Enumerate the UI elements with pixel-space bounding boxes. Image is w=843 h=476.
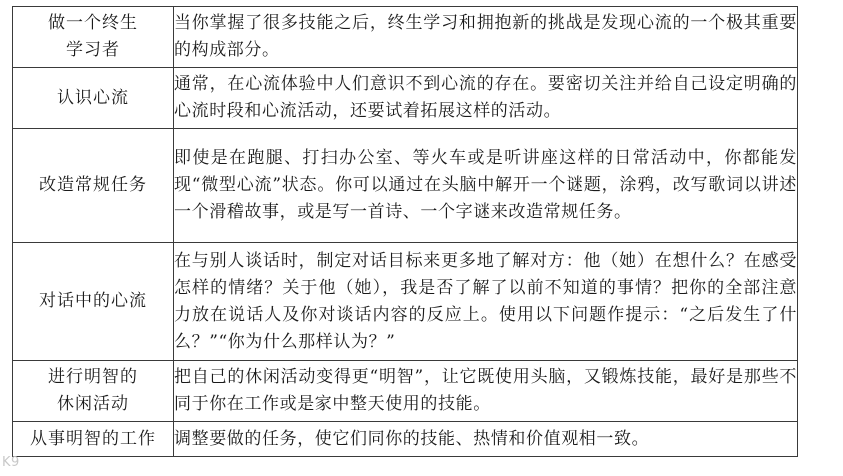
row-label: 做一个终生 学习者 (48, 13, 138, 60)
table-row (13, 68, 798, 129)
table-row (13, 7, 798, 68)
row-description: 把自己的休闲活动变得更“明智”，让它既使用头脑，又锻炼技能，最好是那些不同于你在工作或是家中整天使用的技能。 (174, 367, 797, 414)
row-label: 对话中的心流 (39, 291, 147, 311)
row-description: 当你掌握了很多技能之后，终生学习和拥抱新的挑战是发现心流的一个极其重要的构成部分。 (174, 13, 797, 60)
row-label: 从事明智的工作 (30, 428, 156, 449)
row-description-cell (174, 129, 798, 243)
flow-strategies-table (12, 6, 798, 457)
row-description-cell (174, 68, 798, 129)
row-label-cell (13, 422, 174, 457)
row-label: 认识心流 (57, 87, 129, 108)
row-description-cell (174, 422, 798, 457)
row-description-cell (174, 7, 798, 68)
row-description: 在与别人谈话时，制定对话目标来更多地了解对方：他（她）在想什么？在感受怎样的情绪？关于他（她），我是否了解了以前不知道的事情？把你的全部注意力放在说话人及你对谈话内容的反应上。使用以下问题作提示：“之后发生了什么？”“你为什么那样认为？” (174, 250, 797, 352)
row-label-cell (13, 7, 174, 68)
row-label-cell (13, 129, 174, 243)
row-description: 即使是在跑腿、打扫办公室、等火车或是听讲座这样的日常活动中，你都能发现“微型心流”状态。你可以通过在头脑中解开一个谜题，涂鸦，改写歌词以讲述一个滑稽故事，或是写一首诗、一个字谜来改造常规任务。 (174, 148, 797, 222)
table-row (13, 129, 798, 243)
watermark: K9 (2, 455, 20, 470)
table-row (13, 361, 798, 422)
row-description: 通常，在心流体验中人们意识不到心流的存在。要密切关注并给自己设定明确的心流时段和心流活动，还要试着拓展这样的活动。 (174, 74, 797, 121)
table-row (13, 243, 798, 361)
row-description: 调整要做的任务，使它们同你的技能、热情和价值观相一致。 (174, 428, 650, 449)
row-description-cell (174, 361, 798, 422)
row-label-cell (13, 243, 174, 361)
row-label-cell (13, 361, 174, 422)
row-description-cell (174, 243, 798, 361)
table-row (13, 422, 798, 457)
row-label: 改造常规任务 (39, 175, 147, 195)
row-label: 进行明智的 休闲活动 (48, 367, 138, 414)
row-label-cell (13, 68, 174, 129)
